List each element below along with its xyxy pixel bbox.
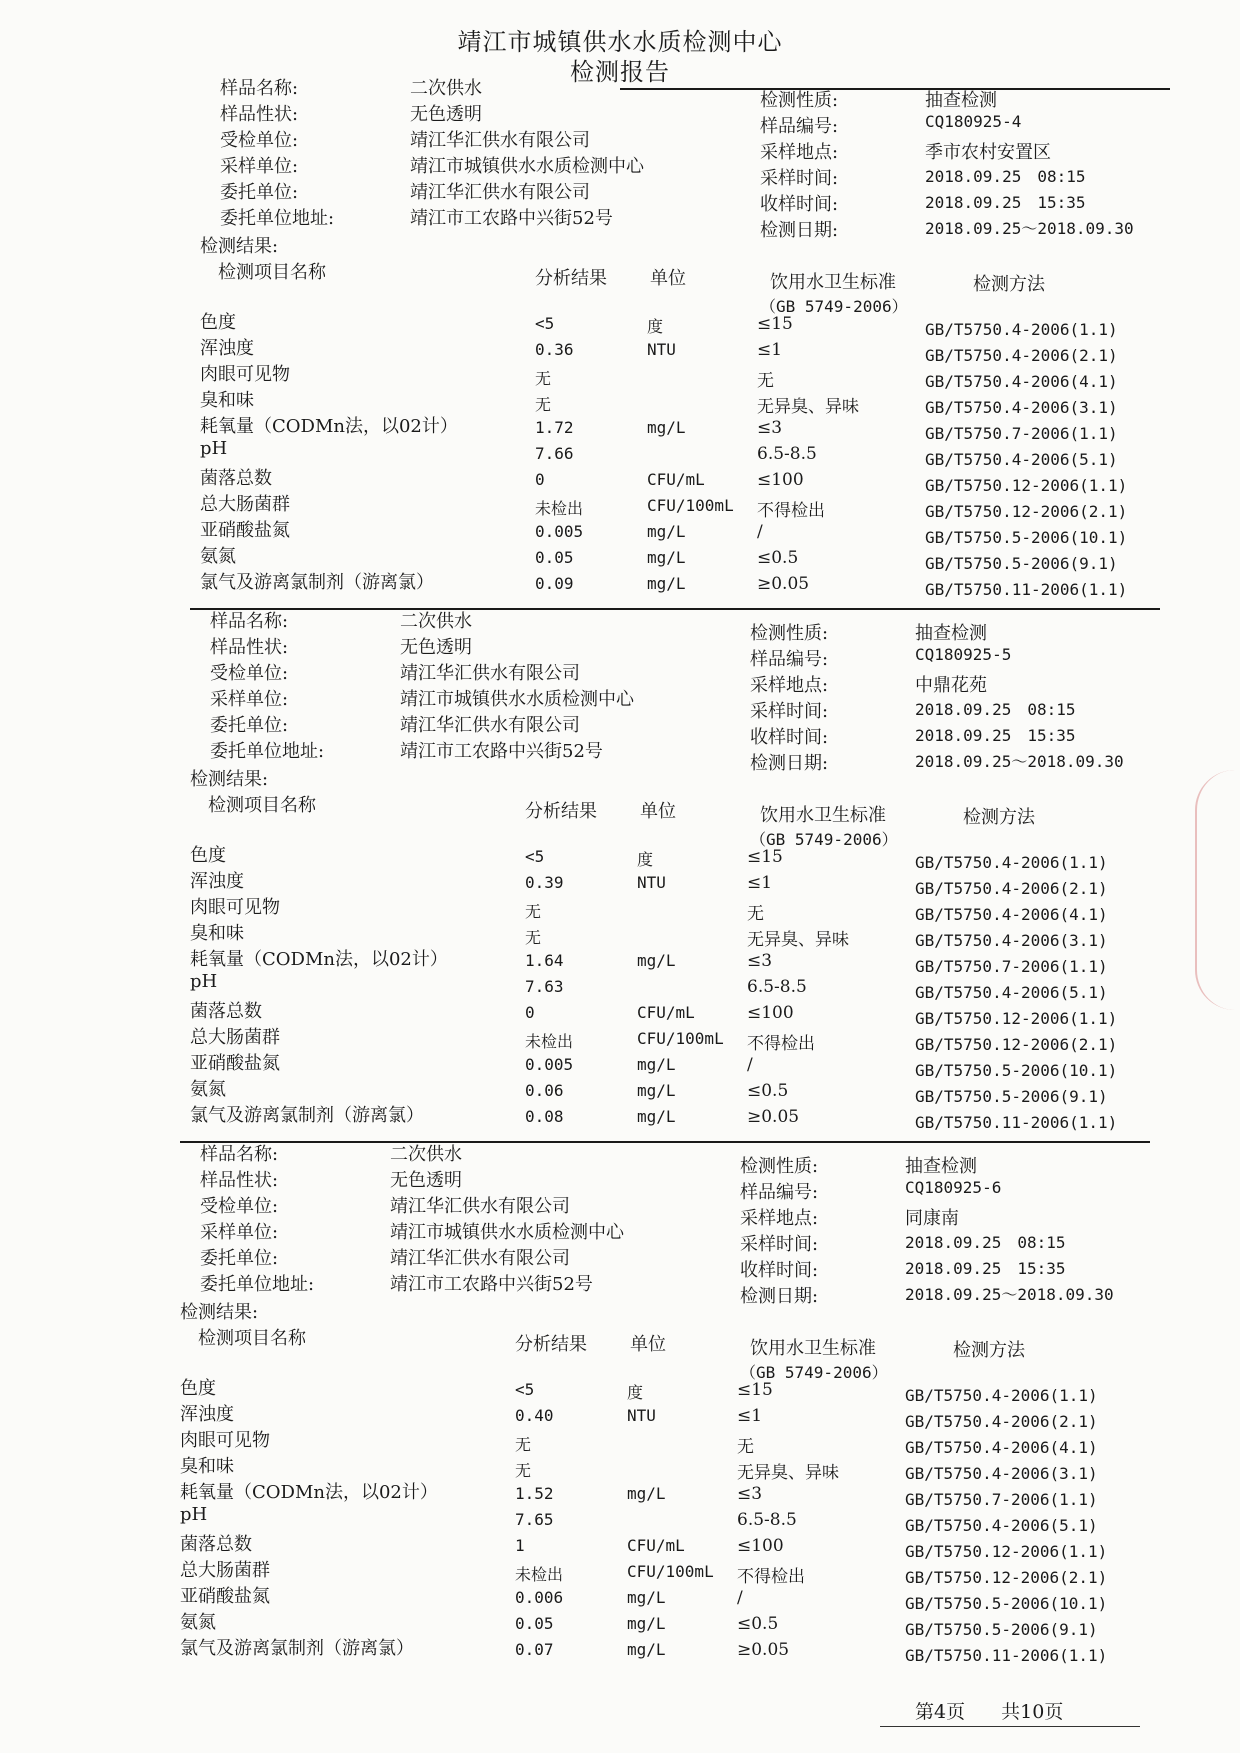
item-method: GB/T5750.4-2006(5.1) <box>905 1516 1098 1535</box>
col-header-item: 检测项目名称 <box>208 795 316 816</box>
item-method: GB/T5750.4-2006(4.1) <box>905 1438 1098 1457</box>
item-name: 亚硝酸盐氮 <box>180 1586 270 1607</box>
item-result: 0.40 <box>515 1406 554 1425</box>
report-header-doc: 检测报告 <box>570 58 670 86</box>
item-unit: CFU/100mL <box>637 1029 724 1048</box>
item-result: 0.06 <box>525 1081 564 1100</box>
item-name: 耗氧量（CODMn法，以02计） <box>180 1482 438 1503</box>
item-standard: ≥0.05 <box>737 1640 790 1660</box>
label-receive-time: 收样时间: <box>740 1260 819 1281</box>
value-sample-no: CQ180925-6 <box>905 1178 1002 1197</box>
col-header-item: 检测项目名称 <box>218 262 326 283</box>
item-result: 无 <box>535 369 552 388</box>
col-header-method: 检测方法 <box>953 1340 1025 1361</box>
section-divider <box>190 608 1160 610</box>
item-standard: 不得检出 <box>737 1567 805 1587</box>
label-receive-time: 收样时间: <box>750 727 829 748</box>
value-nature: 抽查检测 <box>905 1156 977 1177</box>
item-method: GB/T5750.4-2006(1.1) <box>925 320 1118 339</box>
item-unit: mg/L <box>627 1588 666 1607</box>
item-unit: CFU/100mL <box>647 496 734 515</box>
value-nature: 抽查检测 <box>915 623 987 644</box>
item-result: 无 <box>535 395 552 414</box>
item-standard: ≤0.5 <box>747 1081 789 1101</box>
value-sampling-time: 2018.09.25 08:15 <box>925 167 1086 186</box>
item-standard: ≤15 <box>757 314 793 334</box>
item-name: 肉眼可见物 <box>180 1430 270 1451</box>
label-nature: 检测性质: <box>750 623 829 644</box>
col-header-standard-code: （GB 5749-2006） <box>750 830 898 849</box>
item-unit: mg/L <box>637 951 676 970</box>
item-result: 未检出 <box>525 1032 574 1051</box>
col-header-unit: 单位 <box>640 801 676 822</box>
item-name: 氨氮 <box>190 1079 226 1100</box>
item-standard: / <box>737 1588 743 1608</box>
value-inspected-unit: 靖江华汇供水有限公司 <box>390 1196 570 1217</box>
col-header-item: 检测项目名称 <box>198 1328 306 1349</box>
label-sample-no: 样品编号: <box>750 649 829 670</box>
label-sample-state: 样品性状: <box>210 637 289 658</box>
item-name: pH <box>190 971 218 992</box>
label-sampling-place: 采样地点: <box>760 142 839 163</box>
label-entrust-unit: 委托单位: <box>210 715 289 736</box>
item-method: GB/T5750.4-2006(5.1) <box>915 983 1108 1002</box>
label-results: 检测结果: <box>190 769 269 790</box>
item-unit: 度 <box>627 1383 644 1402</box>
label-entrust-address: 委托单位地址: <box>220 208 335 229</box>
item-name: pH <box>200 438 228 459</box>
item-unit: NTU <box>637 873 666 892</box>
item-name: 菌落总数 <box>190 1001 262 1022</box>
item-result: 无 <box>515 1435 532 1454</box>
item-method: GB/T5750.5-2006(10.1) <box>915 1061 1118 1080</box>
item-standard: / <box>747 1055 753 1075</box>
item-standard: ≤15 <box>737 1380 773 1400</box>
col-header-standard-code: （GB 5749-2006） <box>740 1363 888 1382</box>
item-result: 0.006 <box>515 1588 564 1607</box>
item-name: 耗氧量（CODMn法，以02计） <box>200 416 458 437</box>
value-entrust-unit: 靖江华汇供水有限公司 <box>410 182 590 203</box>
label-results: 检测结果: <box>180 1302 259 1323</box>
value-test-date: 2018.09.25～2018.09.30 <box>915 752 1124 771</box>
item-unit: NTU <box>627 1406 656 1425</box>
item-name: 总大肠菌群 <box>190 1027 280 1048</box>
item-result: 1.72 <box>535 418 574 437</box>
item-method: GB/T5750.4-2006(2.1) <box>905 1412 1098 1431</box>
item-method: GB/T5750.12-2006(2.1) <box>915 1035 1118 1054</box>
label-test-date: 检测日期: <box>760 220 839 241</box>
page-footer <box>915 1697 1093 1724</box>
item-result: 7.65 <box>515 1510 554 1529</box>
item-method: GB/T5750.12-2006(2.1) <box>925 502 1128 521</box>
item-standard: 无 <box>757 371 774 391</box>
value-sampling-place: 同康南 <box>905 1208 959 1229</box>
item-unit: mg/L <box>637 1055 676 1074</box>
item-standard: ≤100 <box>757 470 804 490</box>
value-receive-time: 2018.09.25 15:35 <box>915 726 1076 745</box>
value-sampling-time: 2018.09.25 08:15 <box>905 1233 1066 1252</box>
label-sample-name: 样品名称: <box>200 1144 279 1165</box>
label-sampling-unit: 采样单位: <box>210 689 289 710</box>
col-header-standard-code: （GB 5749-2006） <box>760 297 908 316</box>
value-test-date: 2018.09.25～2018.09.30 <box>925 219 1134 238</box>
item-method: GB/T5750.11-2006(1.1) <box>905 1646 1108 1665</box>
item-unit: mg/L <box>627 1614 666 1633</box>
item-name: 色度 <box>190 845 226 866</box>
item-unit: mg/L <box>627 1640 666 1659</box>
item-result: 0.005 <box>535 522 584 541</box>
value-entrust-unit: 靖江华汇供水有限公司 <box>400 715 580 736</box>
col-header-standard: 饮用水卫生标准 <box>760 805 886 826</box>
item-unit: mg/L <box>637 1081 676 1100</box>
item-standard: 无异臭、异味 <box>747 930 849 950</box>
item-name: 亚硝酸盐氮 <box>190 1053 280 1074</box>
item-standard: ≤100 <box>737 1536 784 1556</box>
label-results: 检测结果: <box>200 236 279 257</box>
item-result: 0.08 <box>525 1107 564 1126</box>
item-result: 0.005 <box>525 1055 574 1074</box>
value-entrust-unit: 靖江华汇供水有限公司 <box>390 1248 570 1269</box>
item-unit: mg/L <box>647 574 686 593</box>
page-total: 共10页 <box>1001 1701 1064 1723</box>
item-name: pH <box>180 1504 208 1525</box>
item-result: <5 <box>535 314 555 333</box>
item-name: 氯气及游离氯制剂（游离氯） <box>200 572 434 593</box>
label-nature: 检测性质: <box>760 90 839 111</box>
item-name: 氨氮 <box>200 546 236 567</box>
item-result: <5 <box>525 847 545 866</box>
item-unit: mg/L <box>647 548 686 567</box>
col-header-result: 分析结果 <box>525 801 597 822</box>
item-name: 浑浊度 <box>200 338 254 359</box>
col-header-standard: 饮用水卫生标准 <box>750 1338 876 1359</box>
item-unit: CFU/mL <box>647 470 705 489</box>
item-unit: mg/L <box>637 1107 676 1126</box>
item-standard: ≤15 <box>747 847 783 867</box>
item-standard: ≤100 <box>747 1003 794 1023</box>
label-test-date: 检测日期: <box>750 753 829 774</box>
item-unit: mg/L <box>647 522 686 541</box>
col-header-unit: 单位 <box>630 1334 666 1355</box>
stamp-mark <box>1195 770 1237 1010</box>
item-standard: ≤1 <box>747 873 773 893</box>
value-sample-name: 二次供水 <box>400 611 472 632</box>
item-unit: 度 <box>637 850 654 869</box>
page-number: 第4页 <box>915 1701 966 1723</box>
label-sampling-unit: 采样单位: <box>200 1222 279 1243</box>
label-receive-time: 收样时间: <box>760 194 839 215</box>
value-nature: 抽查检测 <box>925 90 997 111</box>
item-method: GB/T5750.5-2006(9.1) <box>925 554 1118 573</box>
report-header-org: 靖江市城镇供水水质检测中心 <box>457 28 783 56</box>
label-sample-no: 样品编号: <box>740 1182 819 1203</box>
item-method: GB/T5750.11-2006(1.1) <box>925 580 1128 599</box>
value-sample-name: 二次供水 <box>390 1144 462 1165</box>
col-header-unit: 单位 <box>650 268 686 289</box>
section-divider <box>180 1141 1150 1143</box>
value-sample-state: 无色透明 <box>410 104 482 125</box>
item-result: 未检出 <box>515 1565 564 1584</box>
item-standard: / <box>757 522 763 542</box>
label-inspected-unit: 受检单位: <box>200 1196 279 1217</box>
item-method: GB/T5750.4-2006(2.1) <box>925 346 1118 365</box>
value-receive-time: 2018.09.25 15:35 <box>905 1259 1066 1278</box>
item-method: GB/T5750.12-2006(1.1) <box>905 1542 1108 1561</box>
label-inspected-unit: 受检单位: <box>210 663 289 684</box>
label-entrust-unit: 委托单位: <box>220 182 299 203</box>
label-entrust-address: 委托单位地址: <box>200 1274 315 1295</box>
item-name: 肉眼可见物 <box>200 364 290 385</box>
label-sampling-unit: 采样单位: <box>220 156 299 177</box>
item-standard: ≤1 <box>737 1406 763 1426</box>
item-result: 0.36 <box>535 340 574 359</box>
label-sample-state: 样品性状: <box>220 104 299 125</box>
item-standard: 6.5-8.5 <box>737 1510 797 1530</box>
item-unit: NTU <box>647 340 676 359</box>
label-sampling-time: 采样时间: <box>750 701 829 722</box>
item-name: 浑浊度 <box>180 1404 234 1425</box>
value-sample-name: 二次供水 <box>410 78 482 99</box>
value-sampling-place: 中鼎花苑 <box>915 675 987 696</box>
value-sampling-unit: 靖江市城镇供水水质检测中心 <box>410 156 644 177</box>
item-result: 无 <box>525 928 542 947</box>
item-result: 1.52 <box>515 1484 554 1503</box>
item-unit: mg/L <box>647 418 686 437</box>
item-name: 色度 <box>200 312 236 333</box>
item-name: 总大肠菌群 <box>200 494 290 515</box>
item-method: GB/T5750.4-2006(1.1) <box>905 1386 1098 1405</box>
item-result: <5 <box>515 1380 535 1399</box>
item-standard: 6.5-8.5 <box>747 977 807 997</box>
item-standard: ≥0.05 <box>757 574 810 594</box>
value-test-date: 2018.09.25～2018.09.30 <box>905 1285 1114 1304</box>
item-result: 0.39 <box>525 873 564 892</box>
item-name: 臭和味 <box>190 923 244 944</box>
item-method: GB/T5750.7-2006(1.1) <box>925 424 1118 443</box>
item-result: 0.05 <box>515 1614 554 1633</box>
item-name: 氨氮 <box>180 1612 216 1633</box>
item-method: GB/T5750.4-2006(5.1) <box>925 450 1118 469</box>
item-standard: ≤3 <box>737 1484 763 1504</box>
item-method: GB/T5750.4-2006(3.1) <box>905 1464 1098 1483</box>
label-entrust-unit: 委托单位: <box>200 1248 279 1269</box>
label-nature: 检测性质: <box>740 1156 819 1177</box>
label-sampling-place: 采样地点: <box>740 1208 819 1229</box>
item-result: 无 <box>525 902 542 921</box>
value-entrust-address: 靖江市工农路中兴街52号 <box>390 1274 593 1295</box>
item-standard: ≤0.5 <box>737 1614 779 1634</box>
item-standard: ≤3 <box>757 418 783 438</box>
item-method: GB/T5750.5-2006(10.1) <box>905 1594 1108 1613</box>
item-unit: mg/L <box>627 1484 666 1503</box>
col-header-method: 检测方法 <box>963 807 1035 828</box>
item-result: 7.63 <box>525 977 564 996</box>
item-method: GB/T5750.5-2006(10.1) <box>925 528 1128 547</box>
value-entrust-address: 靖江市工农路中兴街52号 <box>400 741 603 762</box>
item-name: 氯气及游离氯制剂（游离氯） <box>190 1105 424 1126</box>
item-name: 浑浊度 <box>190 871 244 892</box>
item-result: 7.66 <box>535 444 574 463</box>
label-sampling-place: 采样地点: <box>750 675 829 696</box>
item-name: 亚硝酸盐氮 <box>200 520 290 541</box>
item-method: GB/T5750.4-2006(4.1) <box>915 905 1108 924</box>
value-sample-no: CQ180925-4 <box>925 112 1022 131</box>
item-method: GB/T5750.11-2006(1.1) <box>915 1113 1118 1132</box>
item-name: 色度 <box>180 1378 216 1399</box>
item-method: GB/T5750.4-2006(1.1) <box>915 853 1108 872</box>
item-name: 臭和味 <box>180 1456 234 1477</box>
col-header-result: 分析结果 <box>515 1334 587 1355</box>
value-sampling-unit: 靖江市城镇供水水质检测中心 <box>400 689 634 710</box>
item-result: 未检出 <box>535 499 584 518</box>
item-method: GB/T5750.4-2006(3.1) <box>925 398 1118 417</box>
item-standard: ≤0.5 <box>757 548 799 568</box>
item-unit: 度 <box>647 317 664 336</box>
item-standard: 无 <box>747 904 764 924</box>
label-entrust-address: 委托单位地址: <box>210 741 325 762</box>
section-rule <box>620 88 1170 90</box>
item-result: 0 <box>525 1003 535 1022</box>
item-method: GB/T5750.4-2006(2.1) <box>915 879 1108 898</box>
item-method: GB/T5750.5-2006(9.1) <box>915 1087 1108 1106</box>
label-inspected-unit: 受检单位: <box>220 130 299 151</box>
value-inspected-unit: 靖江华汇供水有限公司 <box>410 130 590 151</box>
item-standard: 不得检出 <box>757 501 825 521</box>
item-method: GB/T5750.5-2006(9.1) <box>905 1620 1098 1639</box>
item-standard: ≥0.05 <box>747 1107 800 1127</box>
value-sample-state: 无色透明 <box>390 1170 462 1191</box>
label-sample-state: 样品性状: <box>200 1170 279 1191</box>
value-sample-state: 无色透明 <box>400 637 472 658</box>
label-sample-name: 样品名称: <box>210 611 289 632</box>
item-result: 0.05 <box>535 548 574 567</box>
item-name: 耗氧量（CODMn法，以02计） <box>190 949 448 970</box>
item-name: 总大肠菌群 <box>180 1560 270 1581</box>
item-result: 无 <box>515 1461 532 1480</box>
item-standard: 不得检出 <box>747 1034 815 1054</box>
col-header-method: 检测方法 <box>973 274 1045 295</box>
label-sample-no: 样品编号: <box>760 116 839 137</box>
col-header-result: 分析结果 <box>535 268 607 289</box>
item-method: GB/T5750.7-2006(1.1) <box>915 957 1108 976</box>
item-standard: ≤1 <box>757 340 783 360</box>
item-result: 1.64 <box>525 951 564 970</box>
value-receive-time: 2018.09.25 15:35 <box>925 193 1086 212</box>
label-sampling-time: 采样时间: <box>760 168 839 189</box>
item-method: GB/T5750.7-2006(1.1) <box>905 1490 1098 1509</box>
footer-rule <box>880 1726 1140 1727</box>
value-entrust-address: 靖江市工农路中兴街52号 <box>410 208 613 229</box>
item-name: 氯气及游离氯制剂（游离氯） <box>180 1638 414 1659</box>
item-standard: 6.5-8.5 <box>757 444 817 464</box>
item-result: 0.07 <box>515 1640 554 1659</box>
item-method: GB/T5750.4-2006(3.1) <box>915 931 1108 950</box>
item-unit: CFU/mL <box>627 1536 685 1555</box>
item-standard: 无异臭、异味 <box>737 1463 839 1483</box>
value-sampling-time: 2018.09.25 08:15 <box>915 700 1076 719</box>
item-unit: CFU/mL <box>637 1003 695 1022</box>
col-header-standard: 饮用水卫生标准 <box>770 272 896 293</box>
item-method: GB/T5750.4-2006(4.1) <box>925 372 1118 391</box>
item-result: 0.09 <box>535 574 574 593</box>
value-inspected-unit: 靖江华汇供水有限公司 <box>400 663 580 684</box>
item-result: 0 <box>535 470 545 489</box>
label-sample-name: 样品名称: <box>220 78 299 99</box>
label-sampling-time: 采样时间: <box>740 1234 819 1255</box>
item-standard: 无异臭、异味 <box>757 397 859 417</box>
item-unit: CFU/100mL <box>627 1562 714 1581</box>
item-standard: 无 <box>737 1437 754 1457</box>
item-result: 1 <box>515 1536 525 1555</box>
item-name: 臭和味 <box>200 390 254 411</box>
item-standard: ≤3 <box>747 951 773 971</box>
item-name: 菌落总数 <box>200 468 272 489</box>
value-sampling-place: 季市农村安置区 <box>925 142 1051 163</box>
item-name: 菌落总数 <box>180 1534 252 1555</box>
value-sample-no: CQ180925-5 <box>915 645 1012 664</box>
item-method: GB/T5750.12-2006(1.1) <box>925 476 1128 495</box>
label-test-date: 检测日期: <box>740 1286 819 1307</box>
item-name: 肉眼可见物 <box>190 897 280 918</box>
item-method: GB/T5750.12-2006(1.1) <box>915 1009 1118 1028</box>
value-sampling-unit: 靖江市城镇供水水质检测中心 <box>390 1222 624 1243</box>
item-method: GB/T5750.12-2006(2.1) <box>905 1568 1108 1587</box>
